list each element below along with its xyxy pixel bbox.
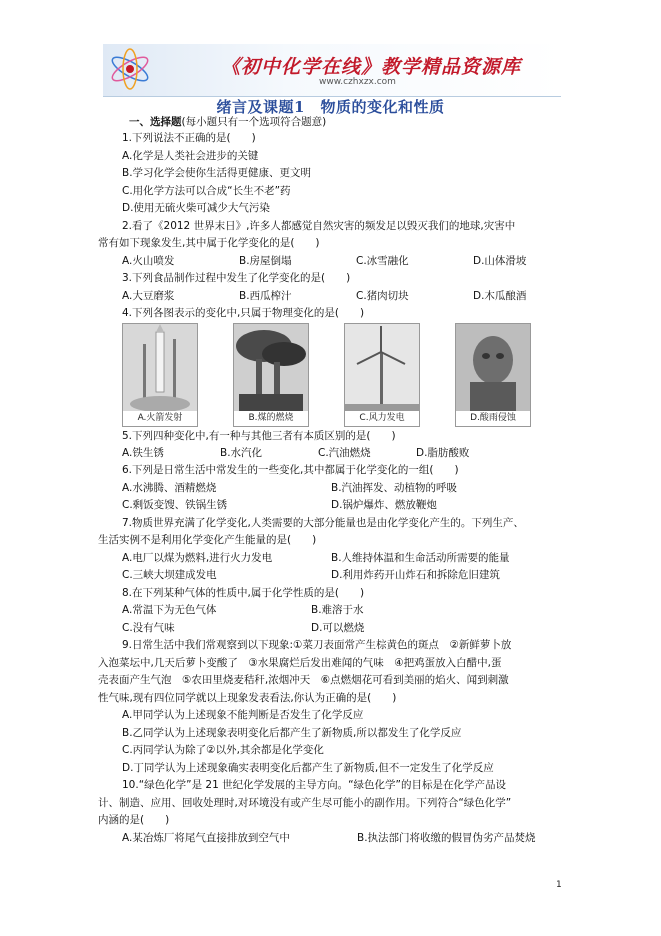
question-3-option-a: A.大豆磨浆 — [122, 290, 175, 302]
question-8-option-b: B.难溶于水 — [311, 604, 364, 616]
question-6-option-a: A.水沸腾、酒精燃烧 — [122, 482, 217, 494]
question-7-option-d: D.利用炸药开山炸石和拆除危旧建筑 — [331, 569, 500, 581]
question-10-stem-line3: 内涵的是( ) — [98, 814, 170, 826]
question-8-option-a: A.常温下为无色气体 — [122, 604, 217, 616]
question-6-option-b: B.汽油挥发、动植物的呼吸 — [331, 482, 458, 494]
caption-coal-burning: B.煤的燃烧 — [234, 411, 308, 426]
caption-rocket-launch: A.火箭发射 — [123, 411, 197, 426]
question-1-option-b: B.学习化学会使你生活得更健康、更文明 — [122, 167, 312, 179]
question-5-option-b: B.水汽化 — [220, 447, 263, 459]
question-1-option-c: C.用化学方法可以合成“长生不老”药 — [122, 185, 291, 197]
question-8-stem: 8.在下列某种气体的性质中,属于化学性质的是( ) — [122, 587, 365, 599]
header-banner — [103, 44, 561, 97]
question-1-option-a: A.化学是人类社会进步的关键 — [122, 150, 259, 162]
section-label: 一、选择题 — [129, 116, 182, 128]
question-10-stem-line1: 10.“绿色化学”是 21 世纪化学发展的主导方向。“绿色化学”的目标是在化学产品设 — [122, 779, 506, 791]
question-9-option-d: D.丁同学认为上述现象确实表明变化后都产生了新物质,但不一定发生了化学反应 — [122, 762, 494, 774]
question-7-option-c: C.三峡大坝建成发电 — [122, 569, 217, 581]
question-1-option-d: D.使用无硫火柴可减少大气污染 — [122, 202, 270, 214]
question-2-option-b: B.房屋倒塌 — [239, 255, 292, 267]
caption-wind-power: C.风力发电 — [345, 411, 419, 426]
question-4-pictures — [122, 323, 532, 425]
question-2-stem-line1: 2.看了《2012 世界末日》,许多人都感觉自然灾害的频发足以毁灭我们的地球,灾害中 — [122, 220, 516, 232]
banner-url: www.czhxzx.com — [319, 77, 396, 87]
question-9-option-b: B.乙同学认为上述现象表明变化后都产生了新物质,所以都发生了化学反应 — [122, 727, 462, 739]
question-6-stem: 6.下列是日常生活中常发生的一些变化,其中都属于化学变化的一组( ) — [122, 464, 459, 476]
section-note: (每小题只有一个选项符合题意) — [181, 116, 327, 128]
question-5-stem: 5.下列四种变化中,有一种与其他三者有本质区别的是( ) — [122, 430, 396, 442]
question-9-stem-line3: 壳表面产生气泡 ⑤农田里烧麦秸秆,浓烟冲天 ⑥点燃烟花可看到美丽的焰火、闻到刺激 — [98, 674, 509, 686]
question-6-option-c: C.剩饭变馊、铁锅生锈 — [122, 499, 228, 511]
banner-title: 《初中化学在线》教学精品资源库 — [221, 56, 522, 78]
acid-rain-image — [455, 323, 531, 427]
atom-logo-icon — [107, 46, 153, 92]
question-5-option-a: A.铁生锈 — [122, 447, 164, 459]
rocket-launch-image — [122, 323, 198, 427]
question-7-stem-line1: 7.物质世界充满了化学变化,人类需要的大部分能量也是由化学变化产生的。下列生产、 — [122, 517, 524, 529]
question-10-option-b: B.执法部门将收缴的假冒伪劣产品焚烧 — [357, 832, 536, 844]
question-3-option-c: C.猪肉切块 — [356, 290, 409, 302]
section-header — [129, 115, 326, 129]
question-2-stem-line2: 常有如下现象发生,其中属于化学变化的是( ) — [98, 237, 320, 249]
question-9-stem-line2: 入泡菜坛中,几天后萝卜变酸了 ③水果腐烂后发出难闻的气味 ④把鸡蛋放入白醋中,蛋 — [98, 657, 502, 669]
question-7-option-a: A.电厂以煤为燃料,进行火力发电 — [122, 552, 273, 564]
question-3-stem: 3.下列食品制作过程中发生了化学变化的是( ) — [122, 272, 351, 284]
question-1-stem: 1.下列说法不正确的是( ) — [122, 132, 256, 144]
question-2-option-d: D.山体滑坡 — [473, 255, 527, 267]
question-7-stem-line2: 生活实例不是利用化学变化产生能量的是( ) — [98, 534, 317, 546]
question-7-option-b: B.人维持体温和生命活动所需要的能量 — [331, 552, 510, 564]
question-10-stem-line2: 计、制造、应用、回收处理时,对环境没有或产生尽可能小的副作用。下列符合“绿色化学” — [98, 797, 512, 809]
question-8-option-d: D.可以燃烧 — [311, 622, 365, 634]
question-6-option-d: D.锅炉爆炸、燃放鞭炮 — [331, 499, 437, 511]
page-number: 1 — [556, 880, 562, 890]
question-5-option-d: D.脂肪酸败 — [416, 447, 470, 459]
question-8-option-c: C.没有气味 — [122, 622, 175, 634]
question-3-option-b: B.西瓜榨汁 — [239, 290, 292, 302]
question-9-stem-line4: 性气味,现有四位同学就以上现象发表看法,你认为正确的是( ) — [98, 692, 397, 704]
question-9-option-a: A.甲同学认为上述现象不能判断是否发生了化学反应 — [122, 709, 364, 721]
question-3-option-d: D.木瓜酿酒 — [473, 290, 527, 302]
question-2-option-c: C.冰雪融化 — [356, 255, 409, 267]
question-9-option-c: C.丙同学认为除了②以外,其余都是化学变化 — [122, 744, 324, 756]
wind-power-image — [344, 323, 420, 427]
question-10-option-a: A.某冶炼厂将尾气直接排放到空气中 — [122, 832, 290, 844]
question-9-stem-line1: 9.日常生活中我们常观察到以下现象:①菜刀表面常产生棕黄色的斑点 ②新鲜萝卜放 — [122, 639, 512, 651]
coal-burning-image — [233, 323, 309, 427]
page-title: 绪言及课题1 物质的变化和性质 — [216, 98, 445, 116]
question-4-stem: 4.下列各图表示的变化中,只属于物理变化的是( ) — [122, 307, 365, 319]
caption-acid-rain: D.酸雨侵蚀 — [456, 411, 530, 426]
question-2-option-a: A.火山喷发 — [122, 255, 175, 267]
question-5-option-c: C.汽油燃烧 — [318, 447, 371, 459]
